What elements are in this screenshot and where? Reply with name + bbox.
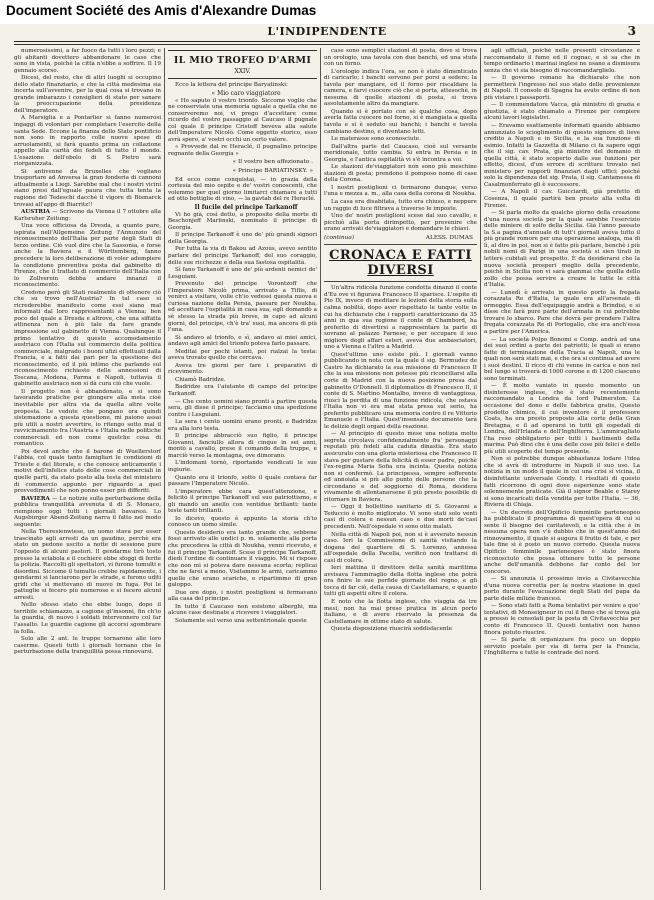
- column-3: [324, 48, 477, 890]
- paragraph: — La società Polpo Bonomi e Comp. andrà ad una dei suoi ordini a parte dei patriotti; le quali si erano fatte di terminazione della Tracia ai Napoli, una le quali non sarà stati mai, e che ora si continua ad avere i suoi destini. Il ricco di chi venne in carica e non nel bel lungo si troverà di 1000 corone e di 1200 ciascuno sono terminati.: [484, 336, 640, 382]
- paragraph: Il principe Tarkanoff è uno de' più grandi signori della Georgia.: [168, 232, 317, 245]
- paragraph: Solo alle 2 ant. le truppe tornarono alle loro caserme. Questi tutti i giornali tornano che le perturbazione della tranquillità possa rinnovarsi.: [14, 636, 161, 656]
- banner-title: Document Société des Amis d'Alexandre Dumas: [6, 3, 317, 18]
- paragraph: Le stazioni de'viaggiatori non sono più meschine stazioni di posta; prendono il pomposo nome di case della Corona.: [324, 164, 477, 184]
- paragraph: Io dicevo, questo è appunto la storia ch'io conosco un uomo simile.: [168, 515, 317, 529]
- paragraph: Dall'altra parte del Caucaso, cioè sul versante meridionale, tutto cambia. Si entra in Persia e in Georgia, e l'antica ospitalità vi s'è incontra a voi.: [324, 143, 477, 163]
- paragraph: « Provvede dal re Heraclé, il pugnalino principe regnante della Georgia »: [168, 144, 317, 157]
- paragraph: — Al principio di questo mese una notizia molto segreta circolava confidenzialmente fra' personaggi reputati più fedeli alla caduta dinastia. Era stato assicurato con una gloria misteriosa che Francesco II stava per gustare della felicità di esser padre, poichè l'ex-regina Maria Sofia era incinta. Questa notizia non si confermò. La principessa, sempre sofferente ed annoiata si più alto punto delle persone che la circondano e del soggiorno di Roma, desidera vivamente di allontanarsene il più presto possibile di ritornare in Baviera.: [324, 431, 477, 503]
- paragraph: — A Napoli il cav. Guicciardi, già prefetto di Cosenza, il quale partirà ben presto alla volta di Firenze.: [484, 189, 640, 209]
- paragraph: — Eravamo esattamente informati quando abbiamo annunziato lo scioglimento di questo signore di lieve credito a Napoli e in Sicilia, e la sua funzione di esimio. Infatti la Gazzetta di Milano ci fa sapere oggi che il sig. cav. Prata, già ministro del demanio di quella città, è stato scoperto dalle sue funzioni per effetto, dicesi, d'un errore di scritture trovato nel ministero per rapporti finanziari dagli uffici; poiché solo la dipendenza del sig. Prata, il sig. Cantamessa di Casalmonferrato gli è successore.: [484, 123, 640, 188]
- paragraph: Vi ho già, così detto, a proposito della morte di Beschonjeff Marlinski, nominato il principe di Georgia.: [168, 211, 317, 231]
- paragraph: Ieri mattina il direttore della sanità marittima avvisava l'ammiraglio della flotta inglese che potrà ora finire le sue perfide giornate del regno, e gli tocca di far ciò, della causa di Castellamare, e quanto tutti gli aspetti oltre il colera.: [324, 565, 477, 598]
- paragraph: L'orologio indica l'ora, se non è stato dimenticato di caricarlo; i banchi servono per porsi a sedere; la tavola per mangiare, ed il forno per riscaldare la camera, e farvi cuocere ciò che si porta, attesochè, in nessuna di quelle stazioni di posta, si trova assolutamente altro da mangiare.: [324, 68, 477, 108]
- paragraph: — Che cento uomini siano pronti a partire questa sera, gli disse il principe; facciamo una spedizione contro i Lesguiani.: [168, 398, 317, 418]
- paragraph: « Ho saputo il vostro trionfo. Siccome voglio che ne conserviate una memoria uguale a quella che ne conserveremo noi, vi prego d'accettare come ricordo del vostro passaggio al Caucaso il pugnale col quale il principe Cristoff beveva alla salute dell'Imperatore Nicolò. Come oggetto storico, esso avrà spero, a' vostri occhi un certo valore.: [168, 97, 317, 143]
- column-divider: [164, 48, 165, 890]
- paragraph: Solamente sul verso una settentrionale queste: [175, 618, 307, 625]
- column-1: [14, 48, 161, 890]
- paragraph: Uno de' nostri postiglioni scese dal suo cavallo, e picchiò alla porta dirimpetto, per prevenire che erano arrivati de'viaggiatori e domandare le chiavi.: [324, 213, 477, 233]
- document-banner: [0, 0, 654, 24]
- letter-signature: « Il vostro ben affezionato .: [232, 159, 313, 166]
- section-subtitle: Il fucile del principe Tarkanoff: [194, 203, 298, 211]
- paragraph: Due ore dopo, i nostri postiglioni si fermavano alla casa del principe.: [168, 589, 317, 603]
- paragraph: Non si potrebbe dunque abbastanza lodare l'idea che si avrà di introdurre in Napoli il suo uso. La notizia in un modo il quale in cui una crisi sì vicina, il disinfettante universale Condy. I risultati di questo fatti ricorrono di ogni dove esperienze sono state solennemente praticate. Già il signor Beable e Starey si sono incaricati della vendita per tutte l'Italia. — 36, Riviera di Chiaja.: [484, 456, 640, 509]
- newspaper-title: L'INDIPENDENTE: [267, 25, 387, 38]
- paragraph: Il principe abbracciò suo figlio, il principe Giovanni, fanciullo allora di cinque in sei anni, montò a cavallo, prese il comando della truppe, e marciò verso la montagna, ove dimorano.: [168, 433, 317, 459]
- paragraph: Chiamò Badridze.: [175, 376, 226, 383]
- paragraph: — Si annunzia il prossimo invio a Civitavecchia d'una nuova corvetta per la nostra stazione in quel porto durante l'evacuazione degli Stati del papa da parte delle milizie francesi.: [484, 576, 640, 602]
- news-item-baviera: [14, 496, 161, 529]
- paragraph: — Si parla di organizzare fra poco un doppio servizio postale per via di terra per la Francia, l'Inghilterra e tutte le contrade del nord.: [484, 637, 640, 657]
- paragraph: — Il commendatore Vacca, già ministro di grazia e giustizia, è stato chiamato a Firenze per compiere alcuni lavori legislativi.: [484, 102, 640, 122]
- paragraph: Sì andavo al trionfo, e sì, andavo ai miei amici, andavo agli amici del trionfo poteva farlo passare.: [168, 334, 317, 348]
- paragraph: Per tutta la via di Bakou ad Azous, avevo sentito parlare del principe Tarkanoff, del suo coraggio, delle sue ricchezze e della sua fastosa ospitalità.: [168, 246, 317, 266]
- paragraph: E noto che la flotta inglese, che viaggia da tre mesi, non ha mai preso pratica in alcun porto italiano, e di avere riservato la presenza da Castellamare in ottime stato di salute.: [324, 599, 477, 625]
- paragraph: Questa disposizione riuscirà soddisfacente: [331, 626, 453, 633]
- paragraph: L'indomani tornò, riportando vendicati le sue ingiurie.: [168, 460, 317, 473]
- paragraph: Nella Theresienwiese, un uomo stava per esser trascinato agli arresti da un gaudino, perchè era stato un pedone uscito a notte di sessione pure l'opposto di alcuni pastori. Il gendarme tirò tosto presso la sciabola e il cochiere ebbe sfoggi di ferite la polizia. Raccolti gli spettatori, vi furono tumulti e disordini. Siccome il tumulto crebbe rapidamente, i gendarmi si lanciarono per le strade, e furono uditi gridi che si mettevano di nuovo in fuga. Poi le pattuglie si fecero più numerose e si fecero alcuni arresti.: [14, 529, 161, 601]
- paragraph: Si antivenne da Bruxelles che vogliano trasportare ad Anversa la gran fonderia di cannoni attualmente a Liegi. Sarebbe mal che i nostri vicini siano presi dall'eguale paura che tutta tenta la ragione del Tedeschi dacchè il vigore di Bismarck trovasi all'appo di Biarritz!!: [14, 168, 161, 208]
- feuilleton-header: [168, 50, 317, 79]
- section-title-cronaca: CRONACA E FATTI DIVERSI: [329, 248, 472, 279]
- paragraph: In tutto il Caucaso non esistono alberghi, ma alcune case destinate a ricevere i viaggiatori.: [168, 603, 317, 617]
- column-divider: [320, 48, 321, 890]
- letter-salutation: « Mio caro viaggiatore: [211, 89, 281, 97]
- feuilleton-title: IL MIO TROFEO D'ARMI: [173, 55, 312, 66]
- column-2: [168, 48, 317, 890]
- paragraph: A Marsiglia e a Pontarlier si fanno numerosi ingaggi di volontari per completare l'esercito della santa Sede. Eccone la finanza dello Stato pontificio non sono in rapporto colle nuove spese di arruolamenti, si farà quanto prima un collazione appello alla carità dei fedeli di tutto il mondo. L'esazione dell'obolo di S. Pietro sarà riorganizzata.: [14, 115, 161, 168]
- paragraph: Nello sfesso stato che ebbe luogo, dopo il terribile schiamazzo, a cagione gl'insonni, fin ch'io la guardia, di nuovo i soldati intervennero col far l'assalto. Le guardie cagione gli accorsi sgombrare la folla.: [14, 602, 161, 635]
- paragraph: Ecco la lettera del principe Baryatinski:: [175, 82, 288, 88]
- author-signature: ALESS. DUMAS: [425, 234, 473, 241]
- paragraph: Quest'ultimo uno esiste più. I giornali vanno pubblicando in nota con la quale il sig. Bermudez de Castro ha dichiarato la sua missione di Francesco II che la sua missione non potesse più riconciliarsi alla corte di Madrid con la nuova posizione presa dal gabinetto O'Donnell. Il diplomatico di Francesco II, il conte di S. Martino Montalbo, invece di vantaggiosa, riuscì la perdita di una funzione ridicola, che ostava l'Italia non vi era mai stata presa sul serio, ha preferito pubblicare una memoria contro il re Vittorio Emanuele e l'Italia. Quest'insensato documento tarà le delizie degli organi della reazione.: [324, 351, 477, 430]
- divider: [324, 281, 477, 282]
- section-head: BAVIERA: [21, 495, 50, 502]
- divider: [324, 244, 477, 245]
- paragraph: — Sono stati fatti a Roma tentativi per venire a que' tentativi, di Monseigneur in cui il fieno che si trova già a presso le consolati per la posta di Civitavecchia per conto di Francesco II. Questi tentativi non hanno finora potuto riuscire.: [484, 603, 640, 636]
- news-item-austria: [14, 209, 161, 222]
- paragraph: Aveva tre giorni per fare i preparativi di ricevimento.: [168, 362, 317, 376]
- item-lead: — Scrivono da Vienna il 7 ottobre alla Karlsruher Zeitung:: [14, 209, 161, 222]
- section-head: AUSTRIA: [21, 209, 51, 216]
- paragraph: — Lunedì è arrivato in questo porto la fregata corazzata Re d'Italia, la quale era all'arsenale di ormeggio. Essa dell'equipaggio andrà a Brindisi, e si disse che farà pure parte dell'armata in cui potrebbe trovare lo sbarco. Pare che dovrà per prendere l'altra fregata corazzata Re di Portogallo, che era anch'essa a partire per l'America.: [484, 289, 640, 335]
- paragraph: agli ufficiali, poichè nelle presenti circostanze è raccomandato il fumo ed il cognac, e si sa che in tempo ordinario i marinai inglesi ne usano a dismisura senza che vi sia bisogno di raccomandarglielo.: [484, 48, 640, 74]
- continua-label: (continua): [324, 234, 355, 241]
- column-divider: [480, 48, 481, 890]
- paragraph: Meditai per pochi istanti, poi rialzai la testa: aveva trovato quello che cercava.: [168, 348, 317, 362]
- serial-signoff: [324, 235, 473, 242]
- paragraph: — Si parla molto da qualche giorno della creazione d'una nuova società per la quale sarebbe l'esercizio delle miniere di solfo della Sicilia. Già l'anno passato la S.a pagina d'annuale di tutt'i giornali aveva tutto il più grande romore per una operazione analoga, ma di lì, al dire in poi, non si è fatto più parlare, benchè i più nobili nomi di Parigi in una società si sien tirati in lettere cubitali sul prospetto. È da desiderarsi che la nuova società prosperi meglio della precedente, poichè in Sicilia non vi sarà giammai che quella dello zolfo che possa servire a creare le tutte le città d'Italia.: [484, 210, 640, 289]
- paragraph: Credono però gli Stati realmente di ottenere ciò che su trovo nell'Austria? In tal caso si ricrederebbe manifesto come essi siano mal informati dal loro rappresentanti a Vienna; ben poco del quale a Dresda e altrove, che una siffatta attinenza non è più tale da fare grande impressione sul gabinetto di Vienna. Qualunque il primo tentativo di questo accomodamento austriaco con l'Italia sul commercio della politica commerciale, malgrado i buoni ufizi effettuati dalla Francia, e a fatti dai pari per la questione del riconoscimento, ed il più intimo che parlando sul riconoscimento richiesto delle annessioni di Toscana, Modena, Parma e Napoli, tuttavia il gabinetto austriaco non si dà cura ciò che vuole.: [14, 289, 161, 388]
- paragraph: La sera i cento uomini erano pronti, e Badridze era alla loro testa.: [168, 419, 317, 432]
- paragraph: Questo desiderio era tanto grande che, sebbene fossi arrivato alle undici p. m. solamente alla porta che precedeva la città di Noukha, venni ricevuto, e fui il principe Tarkanoff. Scese il principe Tarkanoff, diedi l'ordine di continuare il viaggio. Mi si rispose che non mi si poteva dare nessuna scorta; replicai che ne farei a meno. Visitammo le armi, caricammo quelle che erano scariche, e ripartimmo di gran galoppo.: [168, 529, 317, 589]
- paragraph: Ed ecco come conquistai, — in grazia della cortesia del mio ospite e de' vostri conoscenti, che volemmo per quel giorno limitarci chiamare a tutti ed otto bottiglie di vino, — la gavtah del re Heraclé.: [168, 176, 317, 203]
- paragraph: Un'altra ridicola funzione condotta dinanzi il conte d'Eu ove vi figurava Francesco II sparisce. L'ospite di Pio IX, invece di meditare le lezioni della storia sulla calma nobiltà, dopo aver rispettato le tante volte in cui ha dichiarato che i rapporti caratterizzano da 35 anni in qua sua regione il conte di Chambord, ha preferito di divertirsi a rappresentare la parte di sovrano al palazzo Farnese, e per occupare il suo migliore degli affari esteri, aveva due ambasciatori, uno a Vienna e l'altro a Madrid.: [324, 285, 477, 351]
- paragraph: case sono semplici stazioni di posta, dove si trova un orologio, una tavola con due banchi, ed una stufa con un forno.: [324, 48, 477, 68]
- item-lead: — Le notizie sulla perturbazione della pubblica tranquillità avvenuta il di S. Monaco, riempiono oggi tutti i giornali bavaresi. Lo Augsburger Abend-Zeitung narra il fatto nel modo seguente:: [14, 495, 161, 528]
- paragraph: — Il governo romano ha dichiarato che non permetterà l'ingresso nel suo stato delle provenienze di Napoli. Il console di Spagna ha avuto ordine di non più vistare i passaporti.: [484, 75, 640, 101]
- paragraph: Una voce officiosa da Dresda, a quanto pare, ispirata nell'Allgemeine Zeitung l'Annunzio del riconoscimento dell'Italia per parte degli Stati di terzo ordine. Ciò vuol dire che la Sassonia, e forse anche la Baviera e il Württemberg, fanno precedere la loro deliberazione di voler adempiere la condizione preventiva posta dal gabinetto di Firenze, che il trattato di commercio dell'Italia con lo Zollverein debba andare innanzi il riconoscimento.: [14, 223, 161, 289]
- paragraph: Prevenuto del principe Vorontzoff che l'Imperatore Nicolò prima, arrivato a Tiflis, di venirci a visitare, volle ch'io vedessi questa nuova e curiosa nazione della Persia, passare per Noukha, ed accettare l'ospitalità in casa sua, egli domandò a sè stesso la strada più breve, in capo ad alcuni giorni, del principe, ch'è tra' suoi, ma ancora di più l'una.: [168, 281, 317, 334]
- page-number: 3: [627, 24, 636, 38]
- paragraph: Dicesi, del resto, che di altri luoghi si occupino dello stato finanziario, e che la città medesima sia incerta sull'avvenire, per la qual cosa si trovano in grande imbarazzo i consiglieri di stato per sanare la preoccupazione della presidenza dell'imperatore.: [14, 75, 161, 114]
- paragraph: — È molto vaniato in questo momento un disinteresse inglese, che è stato recentemente raccomandato a Londra da lord Palmerston. La occasione del dono e delle fabbrica gratis, Questo prodotto chimico, il cui inventore è il professore Coats, ha era presto proposto alla corte della Gran Bretagna, e il ad operarsi in tutti gli ospedali di Londra, dell'Irlanda e dell'Inghilterra. L'ammiragliato l'ha reso obbligatorio per tutti i bastimenti della marina. Può dirsi che è una delle cose più felici e dello più utili scoperte del tempo presente.: [484, 383, 640, 455]
- paragraph: Badridze era l'aiutante di campo del principe Tarkanoff.: [168, 384, 317, 397]
- paragraph: Nella città di Napoli poi, non si è avverato nessun caso. Ieri la Commissione di sanità visitando la dogana del quartiere di S. Lorenzo, annessa all'ospedale della Pacella, verificò non trattarsi di casi di colera.: [324, 531, 477, 564]
- paragraph: Sì fano Tarkanoff è uno de' più ardenti nemici de' Lesguiani.: [168, 267, 317, 280]
- letter-signature-name: « Principe BARIATINSKY. »: [232, 168, 313, 175]
- paragraph: Le materasse sono sconosciute.: [331, 136, 421, 143]
- paragraph: Poi devol anche che il barone di Wuellerstorf l'abbia, col quale tanto famigliari le condizioni di Trieste e del litorale, e che conosce anticamente i motivi dell'infelice stato delle cose commerciali in quelle parti, da stato posto alla testa del ministero di commercio appunto per riguardo a quel provvedimenti che non ponno esser più differiti.: [14, 448, 161, 495]
- masthead: [14, 25, 640, 42]
- chapter-number: XXIV.: [234, 68, 251, 75]
- paragraph: — Un decreto dell'Opificio femminile parteneopeo ha pubblicato il programma di quest'opera di cui si sente il bisogno dei caritatevoli, e la città che è in nessuna opera non v'è dubbio che in quest'anno del rinnovamento, il quale si augura il frutto di tale, e per tale fine si è posto un nuovo corredo. Questa nuova Opificio femminile parteneopeo è stato finora riconosciuto che possa ottenere tutto le persone anche dell'umanità debbono far conto del lor concorso.: [484, 509, 640, 575]
- paragraph: Il progetto non è abbandonato, e si sono lavorando pratiche per giungere alla meta cioè inevitabile per altra via da quella altre volte proposta. Le vedute che pongano ora quindi sistemazione a questa questione, mi paiono assai più utili a nostri avvertire, io ritengo sotto mal il ravvicinamento fra l'Austria e l'Italia nelle politiche commerciali ed non come quelche cosa di romantico.: [14, 388, 161, 448]
- paragraph: Quanto era il trionfo, sotto il quale contava far passare l'Imperatore Nicolò.: [168, 474, 317, 488]
- column-4: [484, 48, 640, 890]
- masthead-rule: [14, 44, 640, 45]
- paragraph: I nostri postiglioni ci fermarono dunque, verso l'una e mezza a. m., alla casa della corona di Noukha.: [324, 184, 477, 198]
- paragraph: Quando si è portato con sè qualche cosa, dopo averla fatta cuocere nel forno, si è mangiata a quella tavola e si è seduto sui banchi; i banchi e tavola cambiano destino, e diventano letti.: [324, 108, 477, 135]
- paragraph: — Oggi il bollettino sanitario di S. Giovanni a Teduccio è molto migliorato. Vi sono stati solo venti casi di colera e nessun caso e due morti de'casi precedenti. Nell'ospedale vi sono otto malati.: [324, 504, 477, 530]
- paragraph: numerosissimi, a far fuoco da tutti i loro pezzi; e gli abitanti dovettero abbandonare le case che sono in vista, poichè la città n'ebbe a soffrire. Il 19 gennaio scorso.: [14, 48, 161, 74]
- paragraph: L'imperatore ebbe cara quest'attenzione, e felicitò il principe Tarkanoff sul suo patriottismo, e gli mandò un anello con ventidue brillanti: tante teste tanti brillanti.: [168, 488, 317, 515]
- paragraph: La casa era disabitata, tutto era chiuso, e neppure un raggio di luce filtrava a traverso le imposte.: [324, 199, 477, 212]
